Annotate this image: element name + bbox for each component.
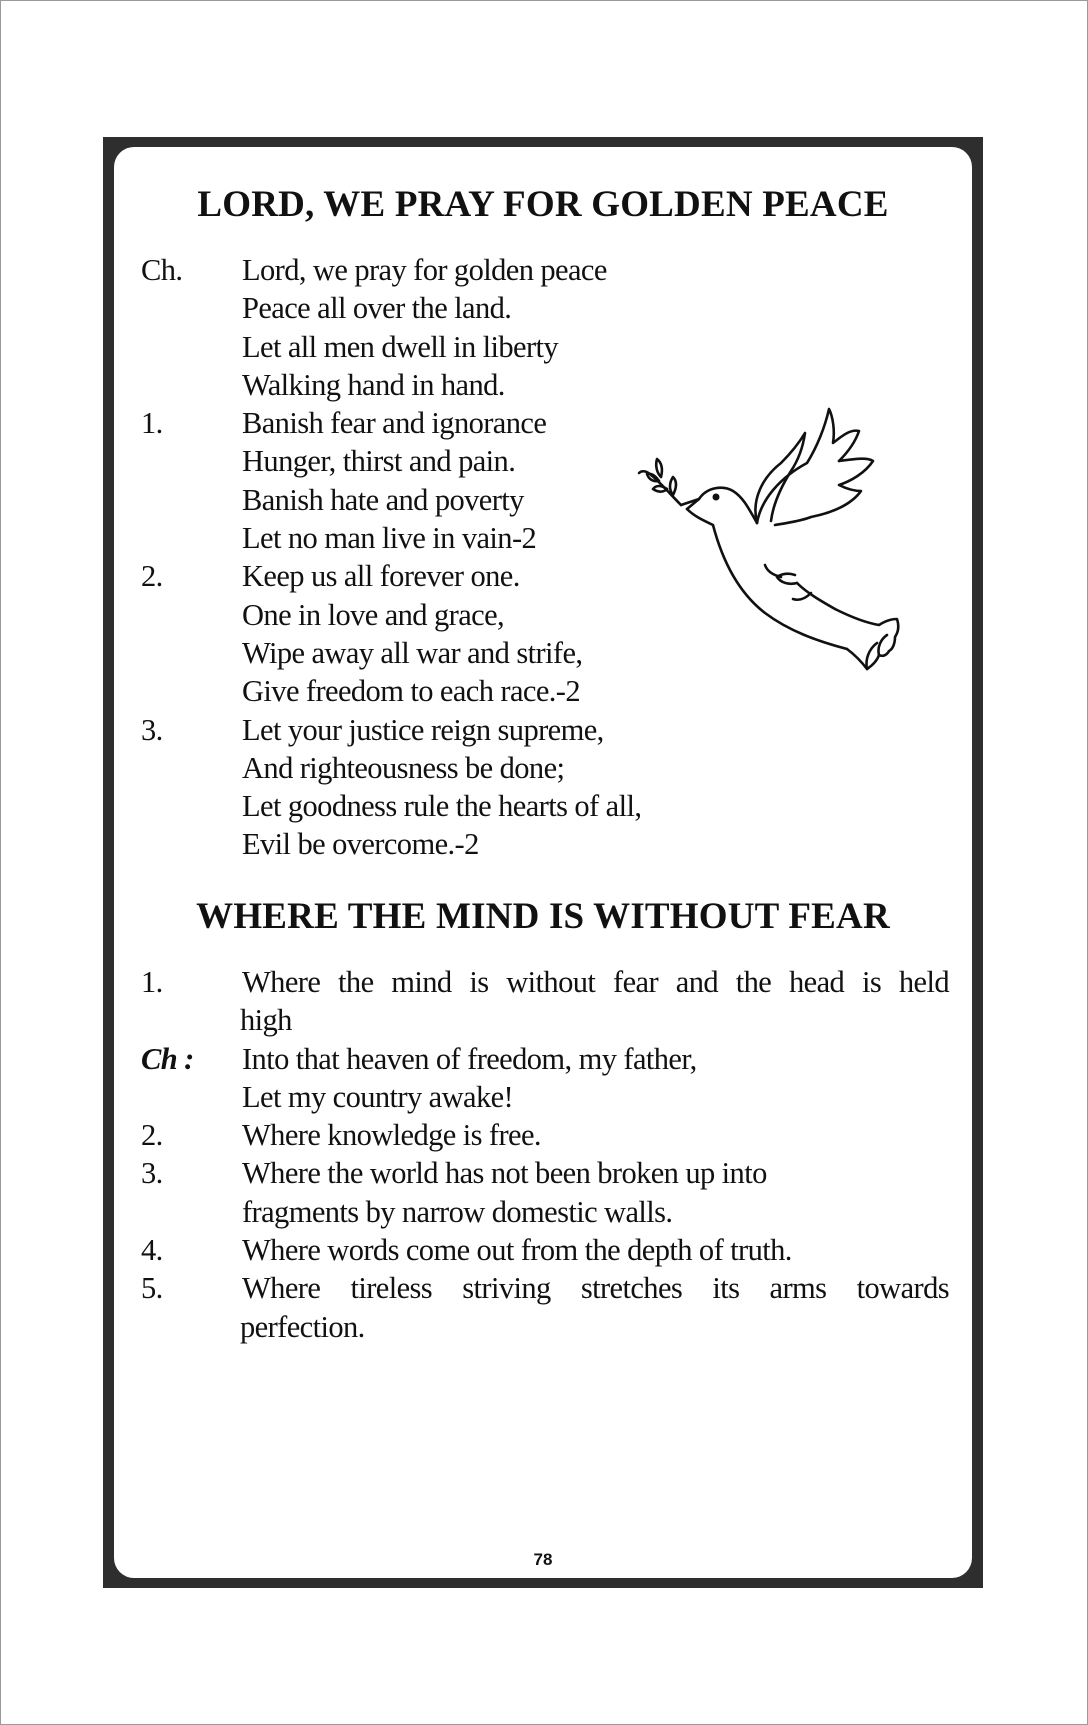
lyric-text: Let goodness rule the hearts of all, [242, 789, 642, 824]
lyric-text: And righteousness be done; [242, 750, 565, 785]
lyric-text: Wipe away all war and strife, [242, 635, 583, 670]
lyric-line [141, 1040, 949, 1078]
lyric-text: Lord, we pray for golden peace [242, 253, 607, 287]
lyric-text: Peace all over the land. [242, 291, 512, 326]
lyric-text: fragments by narrow domestic walls. [242, 1194, 673, 1229]
verse-marker: 4. [141, 1233, 163, 1268]
chorus-marker: Ch : [141, 1041, 194, 1076]
verse-marker: 1. [141, 965, 163, 999]
lyric-line [141, 749, 949, 787]
lyric-line [141, 1116, 949, 1154]
verse-marker: 3. [141, 1156, 163, 1191]
verse-marker: 2. [141, 1118, 163, 1153]
lyric-text: Hunger, thirst and pain. [242, 444, 516, 479]
lyric-text: high [240, 1003, 292, 1038]
lyric-line [141, 1308, 949, 1346]
lyric-line [141, 787, 949, 825]
page-frame [103, 137, 983, 1588]
lyric-text: Banish hate and poverty [242, 482, 524, 517]
lyric-line [141, 1269, 949, 1307]
lyric-text: Banish fear and ignorance [242, 406, 547, 441]
lyric-text: One in love and grace, [242, 597, 505, 632]
lyric-line [141, 1154, 949, 1192]
lyric-line [141, 1231, 949, 1269]
lyric-text: Let my country awake! [242, 1079, 514, 1114]
song-mind-without-fear [141, 963, 949, 1346]
lyric-line [141, 825, 949, 863]
lyric-line [141, 1193, 949, 1231]
lyric-text: Where the world has not been broken up into [242, 1156, 767, 1191]
lyric-text: perfection. [240, 1309, 365, 1344]
lyric-text: Keep us all forever one. [242, 559, 520, 594]
lyric-line [141, 963, 949, 1001]
lyric-line [141, 289, 949, 327]
verse-marker: 3. [141, 712, 163, 747]
lyric-text: Into that heaven of freedom, my father, [242, 1041, 697, 1076]
lyric-text: Where knowledge is free. [242, 1118, 541, 1153]
lyric-line [141, 251, 949, 289]
lyric-text: Give freedom to each race.-2 [242, 674, 580, 709]
dove-with-olive-branch-icon [611, 387, 911, 681]
lyric-text: Let all men dwell in liberty [242, 329, 559, 364]
lyric-text: Where the mind is without fear and the head is held [242, 965, 949, 999]
verse-marker: Ch. [141, 253, 183, 287]
lyric-line [141, 1001, 949, 1039]
lyric-line [141, 1078, 949, 1116]
lyric-text: Where tireless striving stretches its arms towards [242, 1271, 949, 1306]
lyric-text: Where words come out from the depth of truth. [242, 1233, 792, 1268]
lyric-line [141, 711, 949, 749]
song-title-golden-peace: LORD, WE PRAY FOR GOLDEN PEACE [197, 184, 889, 225]
lyric-text: Let your justice reign supreme, [242, 712, 604, 747]
lyric-text: Walking hand in hand. [242, 367, 505, 402]
lyric-line [141, 328, 949, 366]
lyric-text: Let no man live in vain-2 [242, 521, 537, 556]
lyric-text: Evil be overcome.-2 [242, 827, 479, 862]
verse-marker: 5. [141, 1271, 163, 1306]
verse-marker: 2. [141, 559, 163, 594]
verse-marker: 1. [141, 406, 163, 441]
song-title-mind-without-fear: WHERE THE MIND IS WITHOUT FEAR [196, 896, 890, 937]
page-number: 78 [533, 1550, 553, 1569]
page-card [114, 147, 972, 1578]
